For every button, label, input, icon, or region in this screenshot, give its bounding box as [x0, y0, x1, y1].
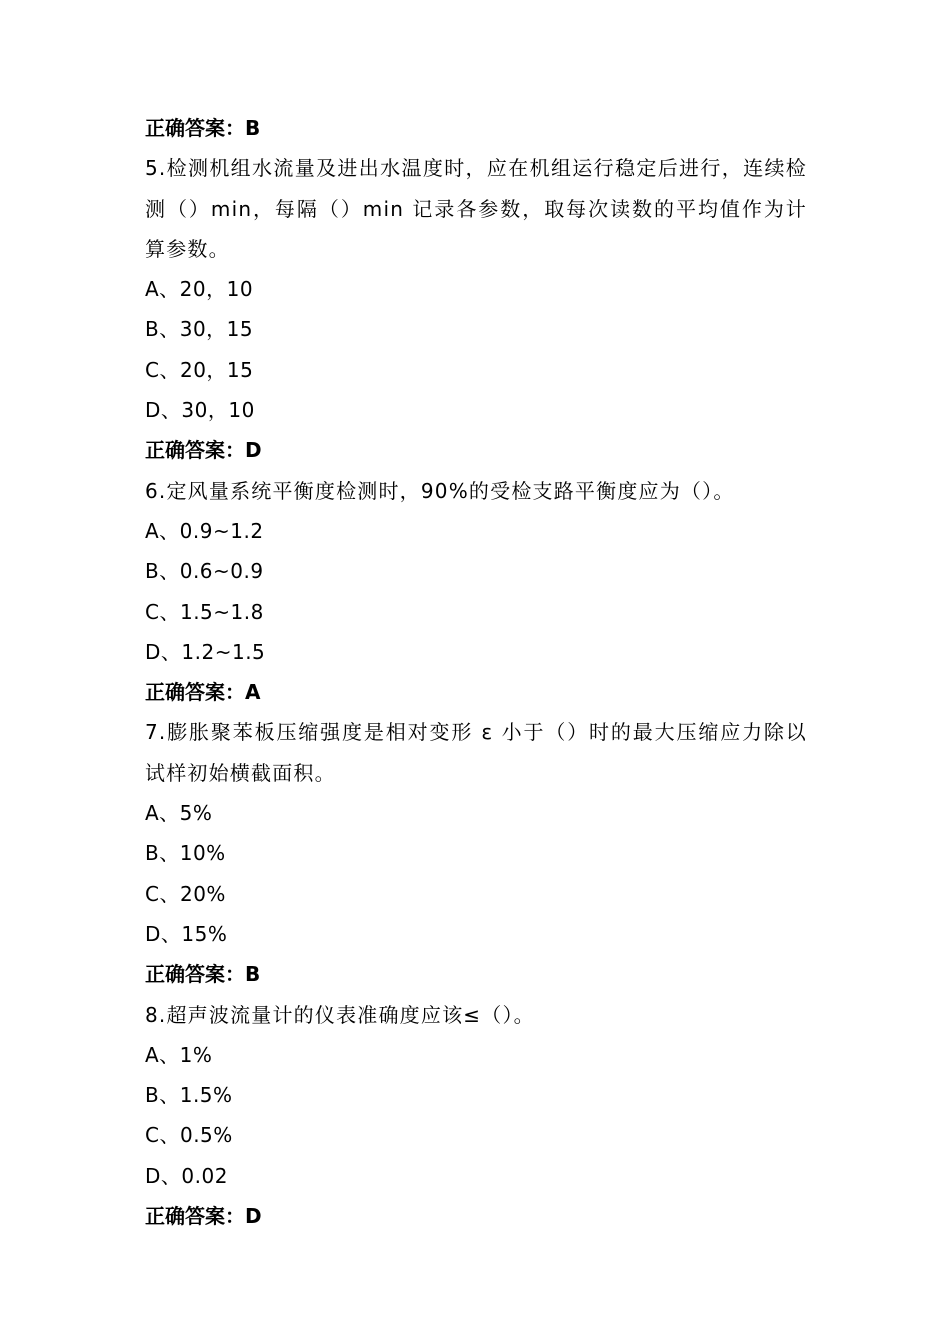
question-block-6 — [145, 471, 807, 713]
option-d: D、15% — [145, 921, 228, 946]
option-c: C、20，15 — [145, 357, 254, 382]
answer-line: 正确答案：A — [145, 680, 261, 705]
answer-line: 正确答案：B — [145, 962, 261, 987]
option-c: C、0.5% — [145, 1123, 233, 1148]
answer-line: 正确答案：D — [145, 438, 262, 463]
option-c: C、20% — [145, 881, 226, 906]
question-block-7 — [145, 712, 807, 994]
question-text: 8.超声波流量计的仪表准确度应该≤（）。 — [145, 1002, 535, 1027]
option-b: B、30，15 — [145, 317, 254, 342]
option-a: A、1% — [145, 1042, 213, 1067]
option-d: D、30，10 — [145, 398, 255, 423]
question-text: 7.膨胀聚苯板压缩强度是相对变形 ε 小于（）时的最大压缩应力除以试样初始横截面积。 — [145, 720, 807, 785]
option-d: D、1.2~1.5 — [145, 639, 266, 664]
question-text: 5.检测机组水流量及进出水温度时，应在机组运行稳定后进行，连续检测（）min，每隔（）min 记录各参数，取每次读数的平均值作为计算参数。 — [145, 156, 807, 261]
question-text: 6.定风量系统平衡度检测时，90%的受检支路平衡度应为（）。 — [145, 478, 735, 503]
option-a: A、0.9~1.2 — [145, 518, 264, 543]
option-b: B、1.5% — [145, 1083, 233, 1108]
document-page — [145, 108, 807, 1236]
option-a: A、5% — [145, 801, 213, 826]
option-b: B、0.6~0.9 — [145, 559, 264, 584]
option-b: B、10% — [145, 841, 226, 866]
answer-line: 正确答案：D — [145, 1204, 262, 1229]
question-block-8 — [145, 995, 807, 1237]
option-c: C、1.5~1.8 — [145, 599, 264, 624]
answer-line: 正确答案：B — [145, 116, 261, 140]
option-a: A、20，10 — [145, 277, 254, 302]
question-block-5 — [145, 148, 807, 470]
option-d: D、0.02 — [145, 1163, 228, 1188]
